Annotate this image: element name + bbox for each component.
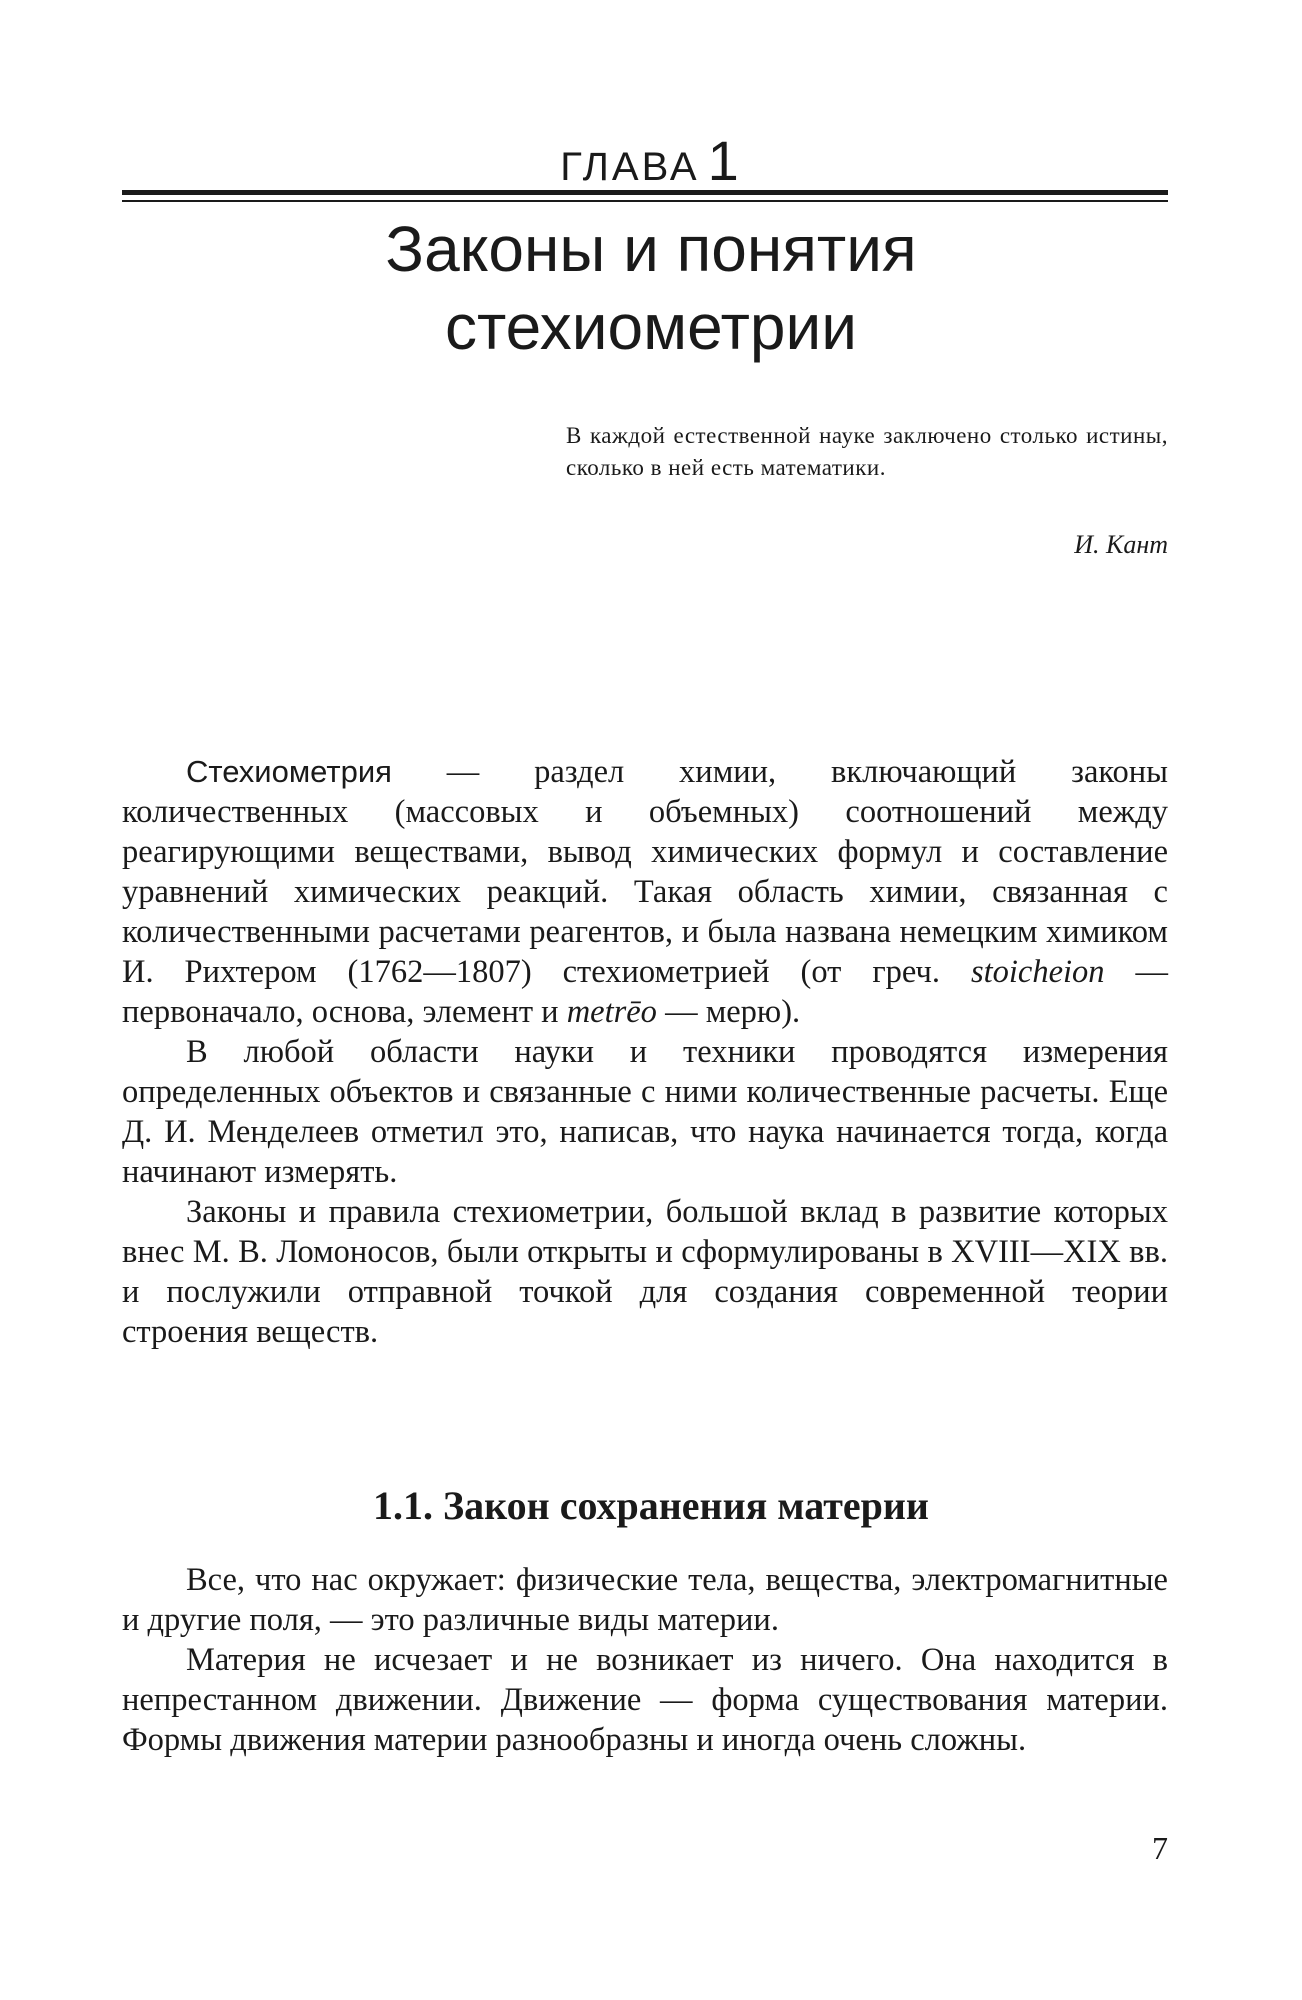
section-paragraph-1: Все, что нас окружает: физические тела, вещества, электромагнитные и другие поля, — это различные виды материи. bbox=[122, 1562, 1168, 1638]
page-number: 7 bbox=[1152, 1830, 1168, 1866]
intro-p1-end: — мерю). bbox=[656, 994, 801, 1030]
chapter-title-line1: Законы и понятия bbox=[385, 213, 917, 285]
section-text bbox=[122, 1560, 1168, 1760]
chapter-label bbox=[0, 128, 1302, 193]
chapter-number: 1 bbox=[707, 129, 742, 192]
epigraph-author: И. Кант bbox=[1074, 530, 1168, 559]
chapter-title-line2: стехиометрии bbox=[445, 291, 857, 363]
intro-p1-mid: — первоначало, основа, элемент и bbox=[122, 954, 1169, 1030]
greek-term-metreo: metrēo bbox=[566, 994, 657, 1030]
chapter-label-text: ГЛАВА bbox=[560, 145, 700, 189]
chapter-rule-thick bbox=[122, 190, 1168, 195]
chapter-rule-thin bbox=[122, 200, 1168, 202]
lead-term: Стехиометрия bbox=[186, 754, 392, 789]
intro-text bbox=[122, 752, 1168, 1352]
intro-paragraph-1 bbox=[122, 752, 1168, 1032]
section-paragraph-2: Материя не исчезает и не возникает из ничего. Она находится в непрестанном движении. Движение — форма существования материи. Формы движения материи разнообразны и иногда очень сложны. bbox=[122, 1642, 1168, 1758]
greek-term-stoicheion: stoicheion bbox=[970, 954, 1105, 990]
intro-p1-text: — раздел химии, включающий законы количественных (массовых и объемных) соотношений между реагирующими веществами, вывод химических формул и составление уравнений химических реакций. Такая область химии, связанная с количественными расчетами реагентов, и была названа немецким химиком И. Рихтером (1762—1807) стехиометрией (от греч. bbox=[122, 754, 1168, 990]
intro-paragraph-2: В любой области науки и техники проводятся измерения определенных объектов и связанные с ними количественные расчеты. Еще Д. И. Менделеев отметил это, написав, что наука начинается тогда, когда начинают измерять. bbox=[122, 1034, 1168, 1190]
epigraph-text: В каждой естественной науке заключено столько истины, сколько в ней есть математики. bbox=[566, 423, 1168, 480]
intro-paragraph-3: Законы и правила стехиометрии, большой вклад в развитие которых внес М. В. Ломоносов, были открыты и сформулированы в XVIII—XIX вв. и послужили отправной точкой для создания современной теории строения веществ. bbox=[122, 1194, 1168, 1350]
chapter-title bbox=[0, 210, 1302, 366]
section-title: 1.1. Закон сохранения материи bbox=[373, 1483, 929, 1528]
